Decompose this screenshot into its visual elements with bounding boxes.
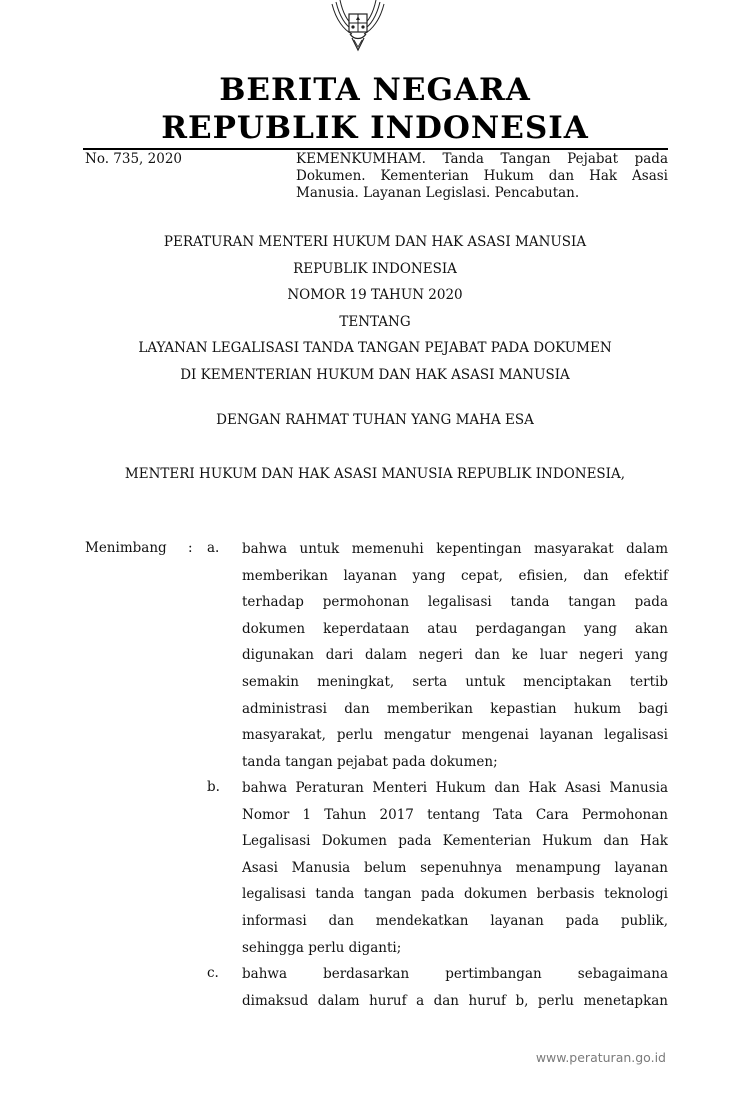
text-line: administrasi dan memberikan kepastian hukum bagi [242,700,668,717]
text-line: memberikan layanan yang cepat, efisien, dan efektif [242,567,668,584]
garuda-emblem-icon [318,0,398,52]
text-line: Asasi Manusia belum sepenuhnya menampung layanan [242,859,668,876]
text-line: masyarakat, perlu mengatur mengenai layanan legalisasi [242,727,668,744]
title-line: REPUBLIK INDONESIA [293,260,457,277]
item-letter-b: b. [207,779,220,795]
title-line: DI KEMENTERIAN HUKUM DAN HAK ASASI MANUSIA [180,366,570,383]
text-line: Nomor 1 Tahun 2017 tentang Tata Cara Permohonan [242,806,668,823]
masthead-line-1: BERITA NEGARA [219,72,531,108]
masthead-line-2: REPUBLIK INDONESIA [161,110,589,146]
header-divider [83,148,668,150]
title-line: NOMOR 19 TAHUN 2020 [287,287,463,303]
item-letter-a: a. [207,540,220,556]
title-line: TENTANG [339,313,411,330]
text-line: digunakan dari dalam negeri dan ke luar negeri yang [242,647,668,664]
item-text-c [242,961,668,1014]
text-line: bahwa untuk memenuhi kepentingan masyarakat dalam [242,541,668,557]
preamble: DENGAN RAHMAT TUHAN YANG MAHA ESA [216,412,534,428]
item-letter-c: c. [207,965,219,981]
footer-website-link[interactable]: www.peraturan.go.id [535,1050,666,1065]
issuing-authority: MENTERI HUKUM DAN HAK ASASI MANUSIA REPUBLIK INDONESIA, [124,466,626,482]
item-text-b [242,775,668,961]
text-line: sehingga perlu diganti; [242,939,402,956]
considering-colon: : [188,540,193,556]
text-line: Legalisasi Dokumen pada Kementerian Hukum dan Hak [242,833,668,850]
text-line: terhadap permohonan legalisasi tanda tangan pada [242,594,668,611]
considering-label: Menimbang [85,540,167,556]
item-text-a [242,536,668,775]
text-line: legalisasi tanda tangan pada dokumen berbasis teknologi [242,886,668,903]
document-number: No. 735, 2020 [85,151,182,167]
regulation-title [0,229,750,388]
text-line: bahwa Peraturan Menteri Hukum dan Hak Asasi Manusia [242,780,668,796]
text-line: semakin meningkat, serta untuk menciptakan tertib [242,673,668,690]
text-line: dokumen keperdataan atau perdagangan yang akan [242,620,668,637]
text-line: dimaksud dalam huruf a dan huruf b, perlu menetapkan [242,992,668,1009]
title-line: LAYANAN LEGALISASI TANDA TANGAN PEJABAT PADA DOKUMEN [138,340,612,356]
document-summary: KEMENKUMHAM. Tanda Tangan Pejabat pada Dokumen. Kementerian Hukum dan Hak Asasi Manusia. Layanan Legislasi. Pencabutan. [296,151,668,201]
text-line: bahwa berdasarkan pertimbangan sebagaimana [242,966,668,982]
title-line: PERATURAN MENTERI HUKUM DAN HAK ASASI MANUSIA [163,234,587,250]
text-line: informasi dan mendekatkan layanan pada publik, [242,912,668,929]
text-line: tanda tangan pejabat pada dokumen; [242,753,498,770]
